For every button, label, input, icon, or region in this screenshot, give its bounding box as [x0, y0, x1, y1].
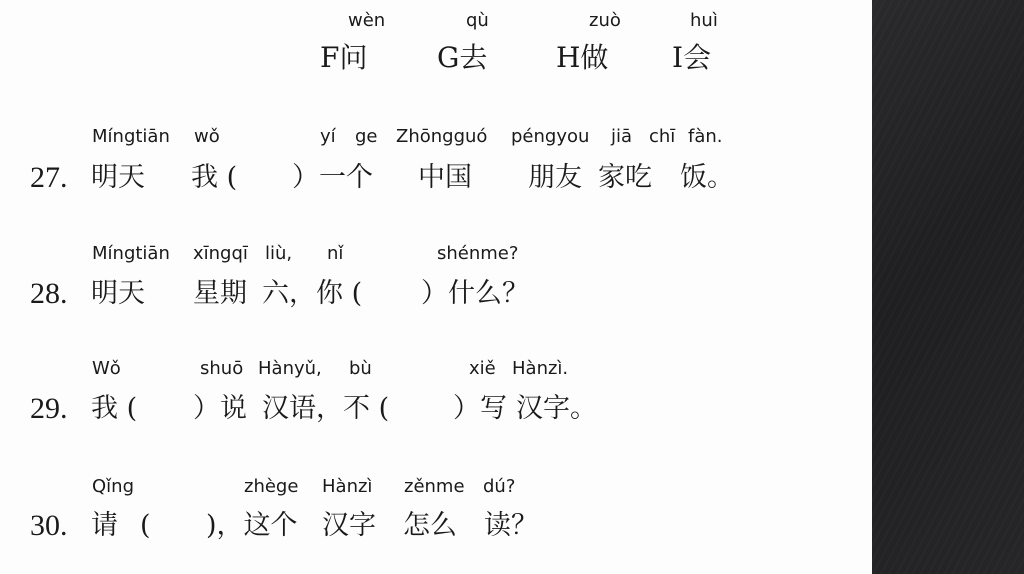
q28-hanzi-3: 六，你 (: [262, 278, 363, 309]
q27-pinyin-4: ge: [355, 126, 378, 147]
option-i-letter: I: [672, 41, 684, 74]
option-h-char: 做: [580, 41, 609, 74]
q27-pinyin-3: yí: [320, 126, 336, 147]
q30-pinyin-4: zěnme: [404, 476, 465, 497]
q28-pinyin-4: nǐ: [327, 243, 344, 264]
q28-pinyin-2: xīngqī: [193, 243, 248, 264]
option-i: [672, 41, 712, 74]
q28-number: 28.: [30, 277, 68, 310]
q27-pinyin-1: Míngtiān: [92, 126, 170, 147]
q27-hanzi-5: 朋友: [528, 162, 582, 193]
q30-number: 30.: [30, 509, 68, 542]
q29-hanzi-2: ）说: [193, 393, 247, 424]
option-g: [437, 41, 488, 74]
q27-hanzi-7: 饭。: [680, 162, 734, 193]
q30-hanzi-3: )，这个: [206, 510, 298, 541]
q27-pinyin-2: wǒ: [194, 126, 220, 147]
q27-number: 27.: [30, 161, 68, 194]
q29-hanzi-3: 汉语，不 (: [262, 393, 390, 424]
q27-hanzi-1: 明天: [91, 162, 145, 193]
option-f-pinyin: wèn: [348, 10, 386, 31]
q27-pinyin-9: fàn.: [688, 126, 723, 147]
q27-hanzi-2: 我 (: [191, 162, 238, 193]
q28-hanzi-4: ）什么？: [421, 278, 529, 309]
q27-pinyin-8: chī: [649, 126, 676, 147]
q30-hanzi-5: 怎么: [403, 510, 457, 541]
option-i-pinyin: huì: [690, 10, 718, 31]
q27-pinyin-7: jiā: [611, 126, 633, 147]
q30-hanzi-4: 汉字: [322, 510, 376, 541]
q27-pinyin-6: péngyou: [511, 126, 590, 147]
q30-pinyin-2: zhège: [244, 476, 299, 497]
option-h-pinyin: zuò: [589, 10, 621, 31]
q30-pinyin-3: Hànzì: [322, 476, 373, 497]
option-g-char: 去: [459, 41, 488, 74]
q28-hanzi-1: 明天: [91, 278, 145, 309]
q27-hanzi-4: 中国: [418, 162, 472, 193]
q27-pinyin-5: Zhōngguó: [396, 126, 488, 147]
dark-side-panel: [872, 0, 1024, 574]
q29-hanzi-4: ）写: [453, 393, 507, 424]
q28-hanzi-2: 星期: [193, 278, 247, 309]
side-panel-texture: [872, 0, 1024, 574]
q29-number: 29.: [30, 392, 68, 425]
option-h: [556, 41, 609, 74]
q29-pinyin-1: Wǒ: [92, 358, 121, 379]
option-f: [320, 41, 368, 74]
q30-pinyin-5: dú?: [483, 476, 516, 497]
q28-pinyin-1: Míngtiān: [92, 243, 170, 264]
q29-pinyin-6: Hànzì.: [512, 358, 569, 379]
q30-hanzi-1: 请: [91, 510, 118, 541]
q27-hanzi-6: 家吃: [598, 162, 652, 193]
option-g-letter: G: [437, 41, 460, 74]
option-h-letter: H: [556, 41, 581, 74]
q30-hanzi-6: 读？: [484, 510, 538, 541]
q28-pinyin-5: shénme?: [437, 243, 519, 264]
q29-pinyin-4: bù: [349, 358, 372, 379]
q29-hanzi-5: 汉字。: [516, 393, 597, 424]
q30-hanzi-2: (: [140, 510, 151, 541]
q29-pinyin-2: shuō: [200, 358, 244, 379]
q27-hanzi-3: ）一个: [292, 162, 373, 193]
option-f-letter: F: [320, 41, 340, 74]
q29-pinyin-3: Hànyǔ,: [258, 358, 322, 379]
option-g-pinyin: qù: [466, 10, 489, 31]
q29-pinyin-5: xiě: [469, 358, 496, 379]
q30-pinyin-1: Qǐng: [92, 476, 135, 497]
q29-hanzi-1: 我 (: [91, 393, 138, 424]
q28-pinyin-3: liù,: [265, 243, 293, 264]
option-i-char: 会: [683, 41, 712, 74]
option-f-char: 问: [339, 41, 368, 74]
